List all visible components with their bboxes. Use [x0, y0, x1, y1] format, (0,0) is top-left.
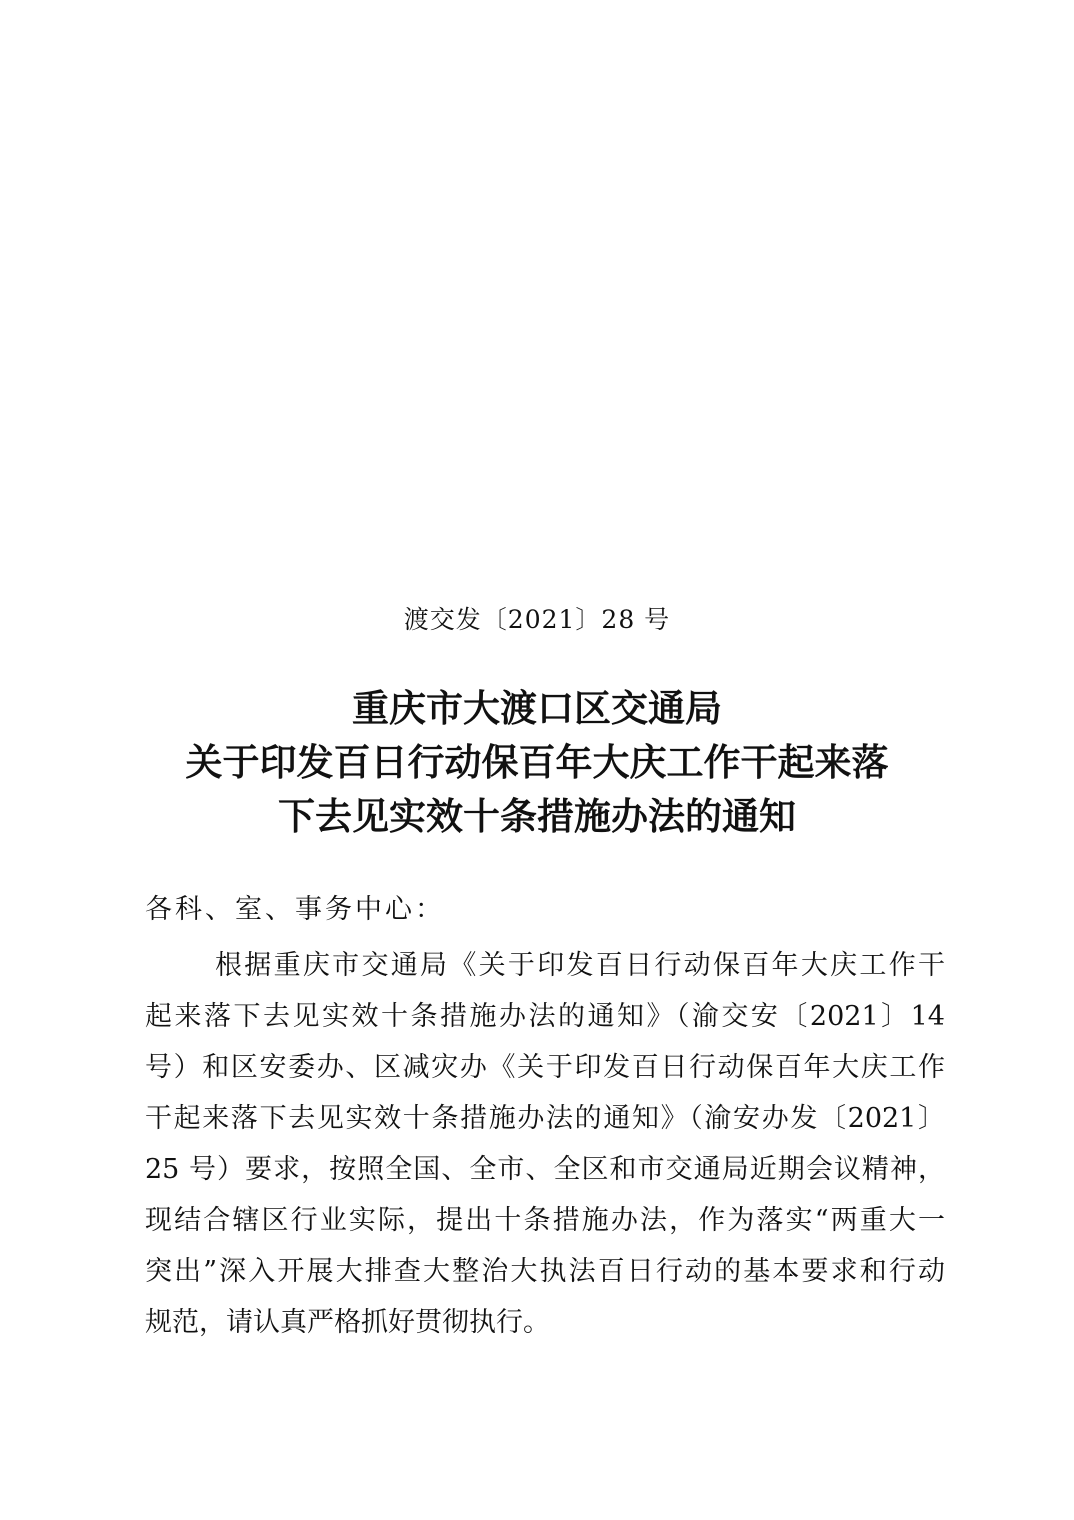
body-paragraph — [145, 940, 945, 1348]
title-line: 重庆市大渡口区交通局 — [352, 687, 722, 730]
document-title — [120, 682, 954, 844]
body-line: 突出”深入开展大排查大整治大执法百日行动的基本要求和行动 — [145, 1256, 945, 1287]
body-line: 号）和区安委办、区减灾办《关于印发百日行动保百年大庆工作 — [145, 1052, 945, 1083]
body-line: 起来落下去见实效十条措施办法的通知》（渝交安〔2021〕14 — [145, 1001, 945, 1032]
title-line: 关于印发百日行动保百年大庆工作干起来落 — [185, 741, 889, 784]
body-line: 现结合辖区行业实际，提出十条措施办法，作为落实“两重大一 — [145, 1205, 945, 1236]
title-line: 下去见实效十条措施办法的通知 — [278, 795, 796, 838]
body-line: 根据重庆市交通局《关于印发百日行动保百年大庆工作干 — [215, 950, 945, 981]
document-number: 渡交发〔2021〕28 号 — [403, 605, 671, 634]
body-line: 干起来落下去见实效十条措施办法的通知》（渝安办发〔2021〕 — [145, 1103, 945, 1134]
body-line: 规范，请认真严格抓好贯彻执行。 — [145, 1307, 550, 1338]
addressee: 各科、室、事务中心： — [145, 894, 445, 925]
body-line: 25 号）要求，按照全国、全市、全区和市交通局近期会议精神， — [145, 1154, 945, 1185]
